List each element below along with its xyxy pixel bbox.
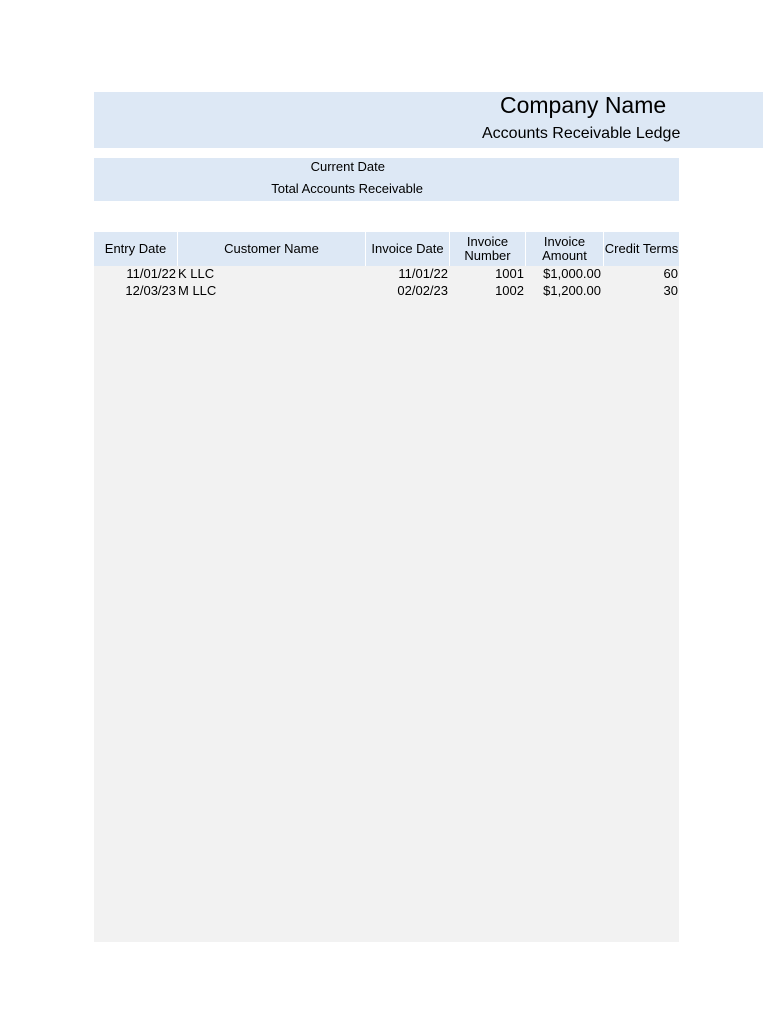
row-1-credit-terms[interactable]: 60 [663, 266, 678, 281]
ledger-title[interactable]: Accounts Receivable Ledge [482, 125, 681, 142]
row-2-credit-terms[interactable]: 30 [663, 283, 678, 298]
column-header-invoice-date[interactable]: Invoice Date [371, 241, 444, 256]
column-header-credit-terms[interactable]: Credit Terms [604, 241, 679, 256]
column-header-invoice-amount[interactable]: Invoice Amount [542, 234, 587, 263]
total-accounts-receivable-label[interactable]: Total Accounts Receivable [271, 181, 423, 196]
column-header-customer-name[interactable]: Customer Name [224, 241, 319, 256]
column-header-entry-date[interactable]: Entry Date [104, 241, 167, 256]
row-2-invoice-number[interactable]: 1002 [495, 283, 524, 298]
ledger-table-body[interactable] [94, 232, 679, 942]
row-2-invoice-date[interactable]: 02/02/23 [397, 283, 448, 298]
row-1-customer-name[interactable]: K LLC [178, 266, 215, 281]
company-name[interactable]: Company Name [500, 92, 667, 118]
row-2-customer-name[interactable]: M LLC [178, 283, 217, 298]
column-header-invoice-number[interactable]: Invoice Number [464, 234, 511, 263]
row-1-entry-date[interactable]: 11/01/22 [126, 266, 176, 281]
row-1-invoice-amount[interactable]: $1,000.00 [543, 266, 601, 281]
row-1-invoice-date[interactable]: 11/01/22 [398, 266, 448, 281]
row-1-invoice-number[interactable]: 1001 [495, 266, 524, 281]
row-2-invoice-amount[interactable]: $1,200.00 [543, 283, 601, 298]
row-2-entry-date[interactable]: 12/03/23 [125, 283, 176, 298]
current-date-label[interactable]: Current Date [310, 159, 385, 174]
